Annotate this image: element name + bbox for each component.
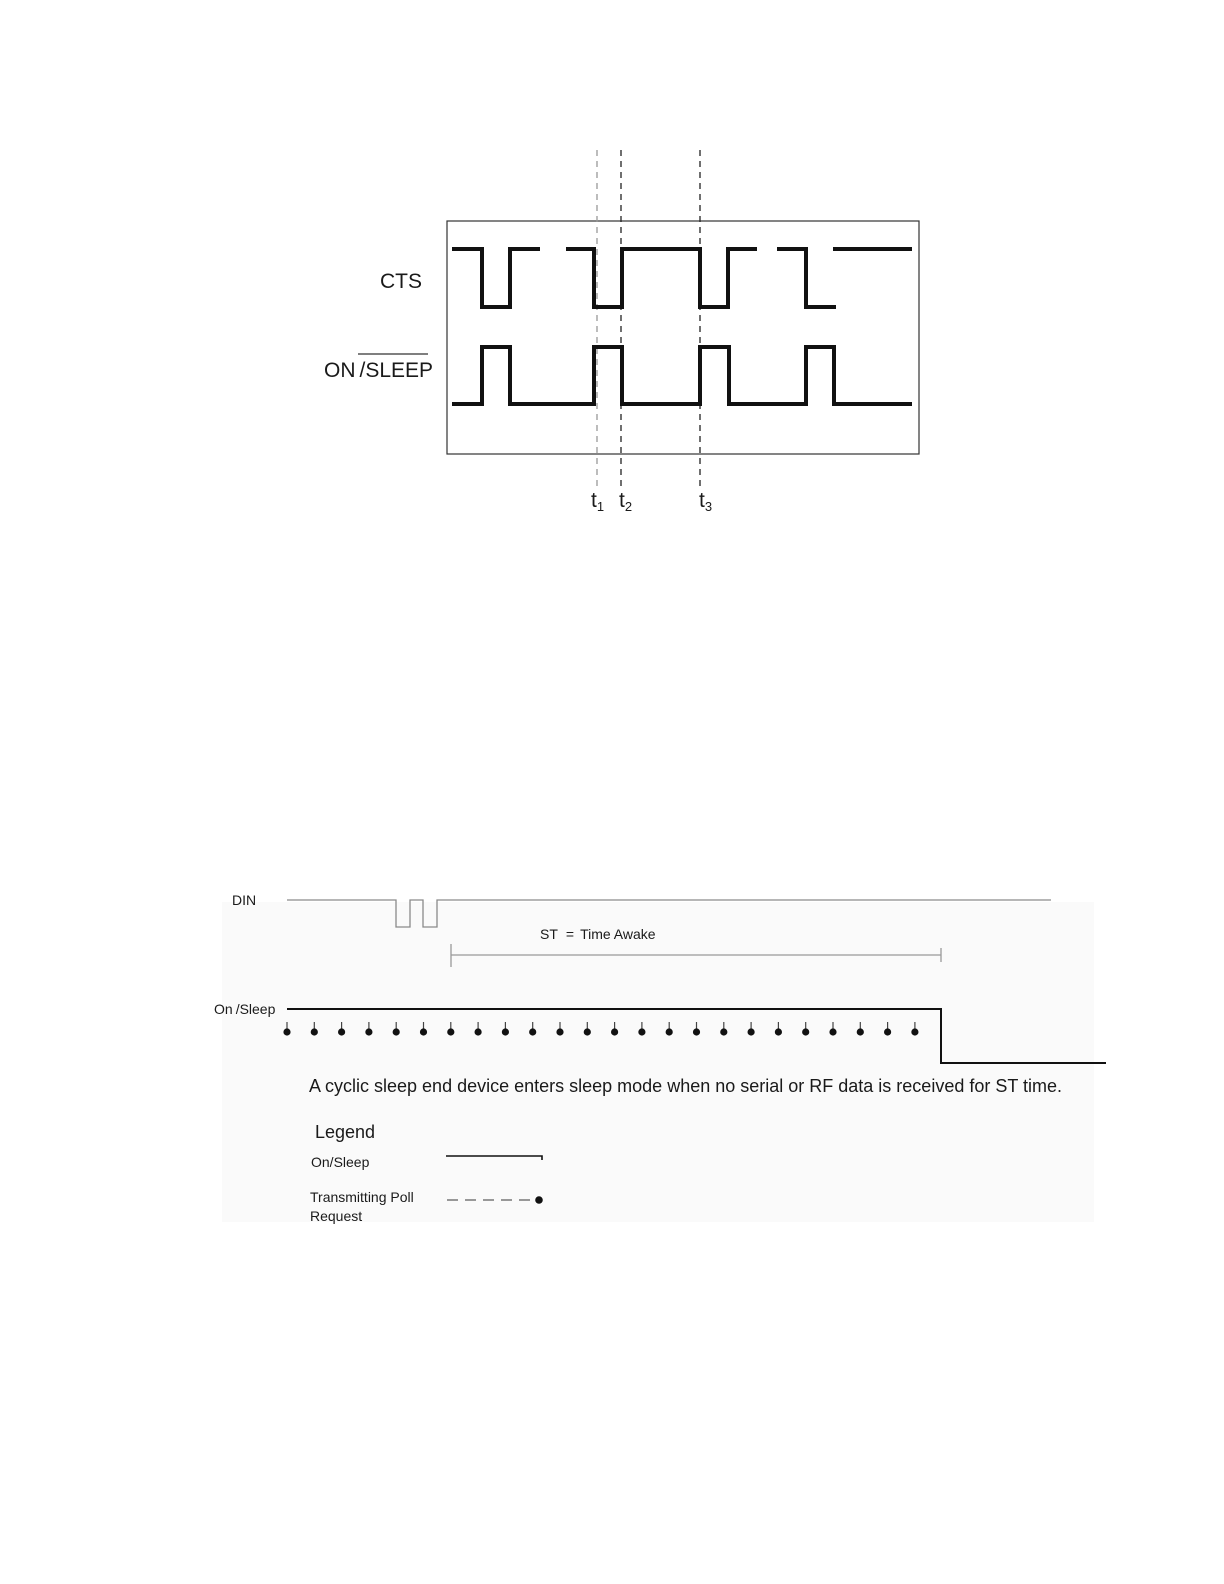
legend-poll-label: Transmitting Poll (310, 1189, 414, 1205)
poll-pin-dot (857, 1028, 864, 1035)
poll-pin-dot (556, 1028, 563, 1035)
poll-pin-dot (884, 1028, 891, 1035)
poll-pin-dot (365, 1028, 372, 1035)
marker-label-t1: t1 (591, 489, 605, 514)
on-label: ON (324, 359, 356, 382)
cts-waveform-seg3 (777, 249, 836, 307)
figure-caption: A cyclic sleep end device enters sleep mode when no serial or RF data is received for ST time. (309, 1076, 1063, 1096)
cts-sleep-timing-figure (324, 150, 919, 514)
st-label: ST = Time Awake (540, 926, 656, 942)
poll-pin-dot (283, 1028, 290, 1035)
marker-label-t3: t3 (699, 489, 713, 514)
poll-pin-dot (529, 1028, 536, 1035)
poll-pin-dot (802, 1028, 809, 1035)
poll-pin-dot (911, 1028, 918, 1035)
on-sleep-label (324, 359, 433, 382)
legend-poll-dot (535, 1196, 543, 1204)
poll-pin-dot (638, 1028, 645, 1035)
cyclic-sleep-figure (214, 892, 1106, 1224)
cts-label: CTS (380, 270, 422, 293)
poll-pin-dot (611, 1028, 618, 1035)
poll-pin-dot (666, 1028, 673, 1035)
onsleep-label: On /Sleep (214, 1001, 276, 1017)
legend-onsleep-label: On/Sleep (311, 1154, 370, 1170)
cts-waveform (452, 249, 540, 307)
poll-pin-dot (447, 1028, 454, 1035)
poll-pin-dot (393, 1028, 400, 1035)
poll-pin-dot (829, 1028, 836, 1035)
on-sleep-waveform (452, 347, 912, 404)
legend-title: Legend (315, 1122, 376, 1142)
poll-pin-dot (693, 1028, 700, 1035)
poll-pin-dot (748, 1028, 755, 1035)
poll-pin-dot (720, 1028, 727, 1035)
poll-pin-dot (338, 1028, 345, 1035)
marker-label-t2: t2 (619, 489, 633, 514)
legend-poll-label-2: Request (310, 1208, 363, 1224)
din-label: DIN (232, 892, 257, 908)
sleep-label: /SLEEP (359, 359, 434, 382)
poll-pin-dot (584, 1028, 591, 1035)
poll-pin-dot (311, 1028, 318, 1035)
signal-frame (447, 221, 919, 454)
poll-pin-dot (475, 1028, 482, 1035)
poll-pin-dot (775, 1028, 782, 1035)
poll-pin-dot (502, 1028, 509, 1035)
cts-waveform-seg2 (566, 249, 757, 307)
poll-pin-dot (420, 1028, 427, 1035)
